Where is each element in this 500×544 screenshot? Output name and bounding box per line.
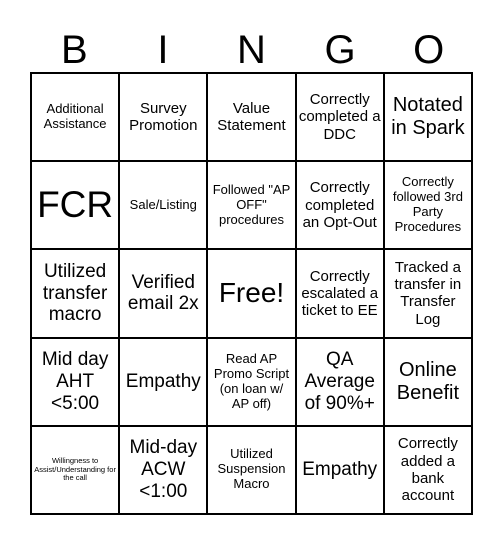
- bingo-cell[interactable]: Correctly completed an Opt-Out: [296, 161, 384, 249]
- bingo-cell[interactable]: Empathy: [119, 338, 207, 426]
- bingo-cell[interactable]: Utilized transfer macro: [31, 249, 119, 337]
- bingo-cell[interactable]: Read AP Promo Script (on loan w/ AP off): [207, 338, 295, 426]
- bingo-cell[interactable]: Followed "AP OFF" procedures: [207, 161, 295, 249]
- free-space[interactable]: Free!: [207, 249, 295, 337]
- bingo-cell[interactable]: Willingness to Assist/Understanding for the call: [31, 426, 119, 514]
- header-letter-b: B: [60, 28, 88, 72]
- bingo-cell[interactable]: Tracked a transfer in Transfer Log: [384, 249, 472, 337]
- bingo-cell[interactable]: Mid-day ACW <1:00: [119, 426, 207, 514]
- bingo-cell[interactable]: Notated in Spark: [384, 73, 472, 161]
- bingo-cell[interactable]: Correctly added a bank account: [384, 426, 472, 514]
- bingo-cell[interactable]: Online Benefit: [384, 338, 472, 426]
- bingo-cell[interactable]: Value Statement: [207, 73, 295, 161]
- bingo-cell[interactable]: Correctly followed 3rd Party Procedures: [384, 161, 472, 249]
- header-letter-n: N: [237, 28, 266, 72]
- header-letter-g: G: [324, 28, 356, 72]
- bingo-cell[interactable]: Verified email 2x: [119, 249, 207, 337]
- bingo-cell[interactable]: Empathy: [296, 426, 384, 514]
- bingo-cell[interactable]: QA Average of 90%+: [296, 338, 384, 426]
- bingo-cell[interactable]: Additional Assistance: [31, 73, 119, 161]
- bingo-cell[interactable]: Sale/Listing: [119, 161, 207, 249]
- bingo-cell[interactable]: Survey Promotion: [119, 73, 207, 161]
- bingo-cell[interactable]: Correctly escalated a ticket to EE: [296, 249, 384, 337]
- bingo-cell[interactable]: Correctly completed a DDC: [296, 73, 384, 161]
- header-letter-i: I: [157, 28, 169, 72]
- header-letter-o: O: [413, 28, 445, 72]
- bingo-cell[interactable]: Utilized Suspension Macro: [207, 426, 295, 514]
- bingo-header: [30, 28, 473, 72]
- bingo-cell[interactable]: Mid day AHT <5:00: [31, 338, 119, 426]
- bingo-cell[interactable]: FCR: [31, 161, 119, 249]
- bingo-board: [30, 72, 473, 515]
